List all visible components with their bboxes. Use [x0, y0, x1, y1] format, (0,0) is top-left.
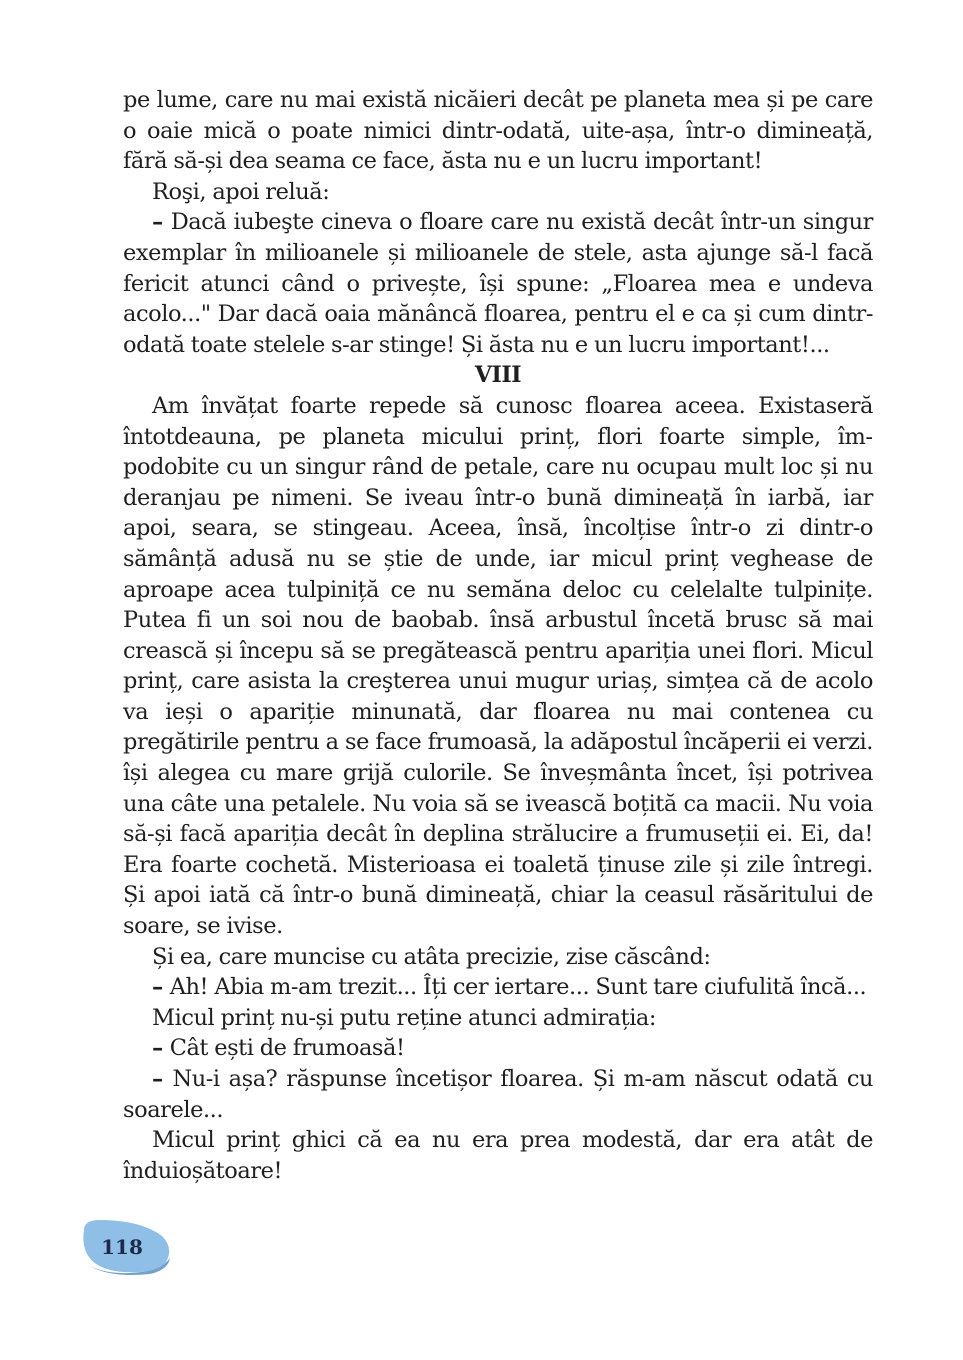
paragraph	[123, 85, 873, 177]
paragraph	[123, 1003, 873, 1034]
paragraph-text: Micul prinț ghici că ea nu era prea modestă, dar era atât de înduioșătoare!	[123, 1127, 873, 1184]
paragraph-text: pe lume, care nu mai există nicăieri decât pe planeta mea și pe care o oaie mică o poate nimici dintr-odată, uite-așa, într-o dimineață, fără să-și dea seama ce face, ăsta nu e un lucru important!	[123, 87, 873, 175]
paragraph	[123, 391, 873, 942]
page-body	[123, 85, 873, 1186]
paragraph-text: Nu-i așa? răspunse încetișor floarea. Și m-am născut odată cu soarele...	[123, 1066, 874, 1123]
dialogue-paragraph	[123, 1064, 873, 1125]
paragraph-text: Roşi, apoi reluă:	[152, 178, 330, 205]
paragraph	[123, 1125, 873, 1186]
page-number-badge	[80, 1218, 172, 1278]
paragraph-text: Dacă iubeşte cineva o floare care nu există decât într-un singur exemplar în milioanele și milioanele de stele, asta ajunge să-l facă fericit atunci când o privește, își spune: „Floarea mea e undeva acolo..." Dar dacă oaia mănâncă floarea, pentru el e ca și cum dintr-odată toate stelele s-ar stinge! Și ăsta nu e un lucru important!...	[123, 209, 873, 358]
paragraph-text: Ah! Abia m-am trezit... Îți cer iertare... Sunt tare ciufulită încă...	[169, 974, 867, 1001]
dialogue-dash: –	[152, 974, 170, 1001]
paragraph-text: Și ea, care muncise cu atâta precizie, zise căscând:	[152, 943, 711, 970]
dialogue-paragraph	[123, 1033, 873, 1064]
dialogue-dash: –	[152, 1035, 170, 1062]
paragraph	[123, 942, 873, 973]
paragraph-text: Cât ești de frumoasă!	[169, 1035, 405, 1062]
dialogue-paragraph	[123, 972, 873, 1003]
chapter-heading: VIII	[474, 362, 522, 389]
page-number: 118	[101, 1235, 143, 1259]
dialogue-dash: –	[152, 209, 171, 236]
paragraph	[123, 177, 873, 208]
paragraph-text: Am învățat foarte repede să cunosc floarea aceea. Existaseră întotdeauna, pe planeta micului prinț, flori foarte simple, împodobite cu un singur rând de petale, care nu ocupau mult loc și nu deranjau pe nimeni. Se iveau într-o bună dimineață în iarbă, iar apoi, seara, se stingeau. Aceea, însă, încolțise într-o zi dintr-o sămânță adusă nu se știe de unde, iar micul prinț veghease de aproape acea tulpiniță ce nu semăna deloc cu celelalte tulpinițe. Putea fi un soi nou de baobab. însă arbustul încetă brusc să mai crească și începu să se pregătească pentru apariția unei flori. Micul prinț, care asista la creşterea unui mugur uriaș, simțea că de acolo va ieși o apariție minunată, dar floarea nu mai contenea cu pregătirile pentru a se face frumoasă, la adăpostul încăperii ei verzi. își alegea cu mare grijă culorile. Se înveșmânta încet, își potrivea una câte una petalele. Nu voia să se ivească boțită ca macii. Nu voia să-și facă apariția decât în deplina strălucire a frumuseții ei. Ei, da! Era foarte cochetă. Misterioasa ei toaletă ținuse zile și zile întregi. Și apoi iată că într-o bună dimineață, chiar la ceasul răsăritului de soare, se ivise.	[123, 392, 873, 940]
paragraph-text: Micul prinț nu-și putu reține atunci admirația:	[152, 1004, 657, 1031]
dialogue-paragraph	[123, 207, 873, 360]
dialogue-dash: –	[152, 1066, 173, 1092]
